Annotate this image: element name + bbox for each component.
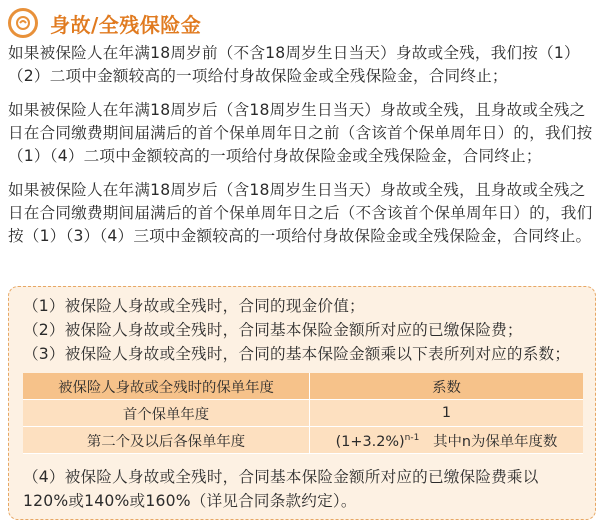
section-header	[8, 6, 201, 40]
formula-note: 其中n为保单年度数	[433, 433, 558, 450]
table-header-row	[23, 373, 583, 400]
table-header-factor: 系数	[310, 373, 583, 400]
table-row	[23, 400, 583, 427]
table-cell-year: 首个保单年度	[23, 400, 310, 427]
formula-exponent: n-1	[404, 432, 420, 443]
table-header-year: 被保险人身故或全残时的保单年度	[23, 373, 310, 400]
formula-base: (1+3.2%)	[335, 433, 405, 450]
paragraph-under-18: 如果被保险人在年满18周岁前（不含18周岁生日当天）身故或全残，我们按（1）（2）二项中金额较高的一项给付身故保险金或全残保险金，合同终止；	[8, 44, 580, 85]
item-premium-multiplier: （4）被保险人身故或全残时，合同基本保险金额所对应的已缴保险费乘以120%或140%或160%（详见合同条款约定）。	[23, 468, 539, 510]
table-cell-year: 第二个及以后各保单年度	[23, 427, 310, 454]
table-cell-factor: 1	[310, 400, 583, 427]
benefit-items-box	[8, 286, 596, 520]
item-paid-premium: （2）被保险人身故或全残时，合同基本保险金额所对应的已缴保险费；	[23, 321, 523, 339]
item-cash-value: （1）被保险人身故或全残时，合同的现金价值；	[23, 297, 365, 315]
section-title: 身故/全残保险金	[50, 12, 202, 37]
table-row	[23, 427, 583, 454]
paragraph-after-18-before-anniversary: 如果被保险人在年满18周岁后（含18周岁生日当天）身故或全残，且身故或全残之日在合同缴费期间届满后的首个保单周年日之前（含该首个保单周年日）的，我们按（1）（4）二项中金额较高的一项给付身故保险金或全残保险金，合同终止；	[8, 101, 593, 165]
item-sum-insured-factor: （3）被保险人身故或全残时，合同的基本保险金额乘以下表所列对应的系数；	[23, 345, 571, 363]
coin-swirl-icon	[14, 14, 32, 32]
coefficient-table	[23, 373, 583, 454]
brand-logo-icon	[8, 8, 38, 38]
table-cell-factor-formula	[310, 427, 583, 454]
paragraph-after-18-after-anniversary: 如果被保险人在年满18周岁后（含18周岁生日当天）身故或全残，且身故或全残之日在合同缴费期间届满后的首个保单周年日之后（不含该首个保单周年日）的，我们按（1）（3）（4）三项中金额较高的一项给付身故保险金或全残保险金，合同终止。	[8, 181, 593, 245]
